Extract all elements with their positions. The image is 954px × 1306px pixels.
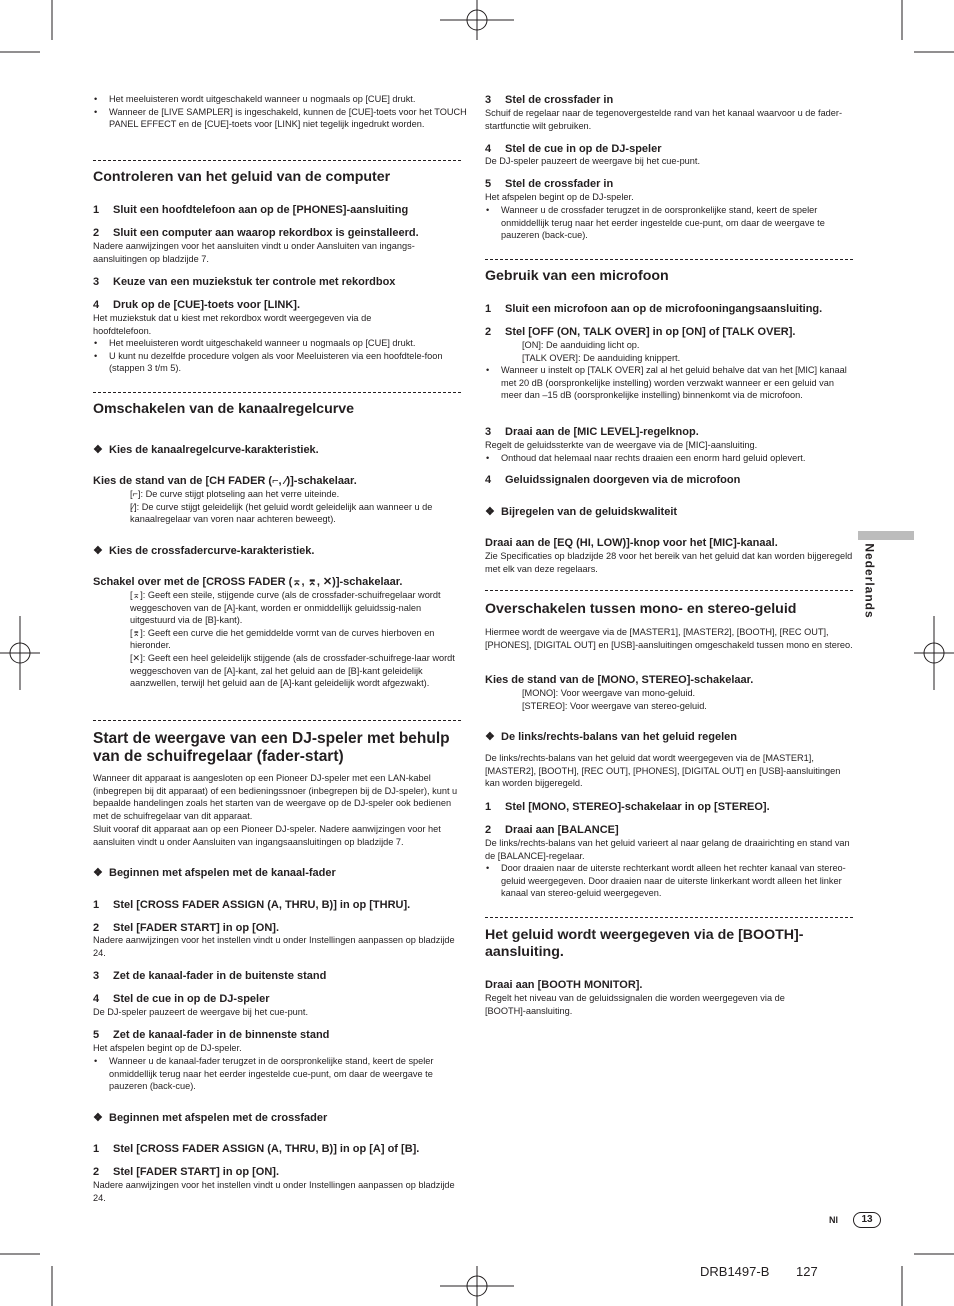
instruction: Kies de stand van de [CH FADER (⌐, ⁄)]-schakelaar. [93,475,357,487]
section-title: Omschakelen van de kanaalregelcurve [93,401,355,417]
language-tab-label: Nederlands [862,543,877,619]
note: Regelt de geluidssterkte van de weergave via de [MIC]-aansluiting. [485,440,758,450]
step-5: 5 Zet de kanaal-fader in de binnenste stand [93,1029,330,1041]
option-list: [⌅]: Geeft een steile, stijgende curve (als de crossfader-schuifregelaar wordt weggeschoven van de [A]-kant, worden er onmiddellijk geluidssig-nalen uitgestuurd via de [B]-kant). [⌆]: Geeft een curve die het gemiddelde vormt van de curves hierboven en hieronder. [✕]: Geeft een heel geleidelijk stijgende (als de crossfader-schuifrege-laar wordt weggeschoven van de [A]-kant, zal het geluid aan de [B]-kant geleidelijk aanzwellen, terwijl het geluid aan de [A]-kant geleidelijk wordt afgezwakt). [130,590,455,689]
note: Nadere aanwijzingen voor het aansluiten vindt u onder Aansluiten van ingangs-aansluitingen op bladzijde 7. [93,241,415,264]
note: Zie Specificaties op bladzijde 28 voor het bereik van het geluid dat kan worden bijgeregeld met elk van deze regelaars. [485,551,853,574]
section-title: Het geluid wordt weergegeven via de [BOOTH]-aansluiting. [485,927,804,960]
step-1: 1 Sluit een hoofdtelefoon aan op de [PHONES]-aansluiting [93,204,409,216]
note: De DJ-speler pauzeert de weergave bij het cue-punt. [93,1007,309,1017]
divider [485,917,853,918]
print-page-number: 127 [796,1264,818,1279]
subheading: ❖ Bijregelen van de geluidskwaliteit [485,506,678,518]
bullet: • Het meeluisteren wordt uitgeschakeld wanneer u nogmaals op [CUE] drukt. [109,93,477,106]
footer-lang: Nl [829,1215,838,1225]
note: Het afspelen begint op de DJ-speler. [485,192,634,202]
divider [485,590,853,591]
bullets [93,1055,459,1093]
note: Het afspelen begint op de DJ-speler. [93,1043,242,1053]
bullet: • Onthoud dat helemaal naar rechts draaien een enorm hard geluid oplevert. [501,452,853,465]
note: De links/rechts-balans van het geluid varieert al naar gelang de draairichting en stand van de [BALANCE]-regelaar. [485,838,850,861]
subheading: ❖ Beginnen met afspelen met de kanaal-fader [93,867,336,879]
step-2: 2 Stel [FADER START] in op [ON]. [93,1166,280,1178]
instruction: Draai aan [BOOTH MONITOR]. [485,979,643,991]
top-bullets [93,93,477,131]
doc-code: DRB1497-B [700,1264,770,1279]
step-1: 1 Stel [CROSS FADER ASSIGN (A, THRU, B)] in op [A] of [B]. [93,1143,420,1155]
step-3: 3 Zet de kanaal-fader in de buitenste stand [93,970,327,982]
instruction: Schakel over met de [CROSS FADER (⌅, ⌆, ✕)]-schakelaar. [93,576,403,588]
step-1: 1 Sluit een microfoon aan op de microfooningangsaansluiting. [485,303,823,315]
instruction: Kies de stand van de [MONO, STEREO]-schakelaar. [485,674,754,686]
divider [93,720,461,721]
step-1: 1 Stel [MONO, STEREO]-schakelaar in op [STEREO]. [485,801,770,813]
divider [93,392,461,393]
section-title: Start de weergave van een DJ-speler met behulp van de schuifregelaar (fader-start) [93,730,450,765]
step-5: 5 Stel de crossfader in [485,178,614,190]
step-1: 1 Stel [CROSS FADER ASSIGN (A, THRU, B)] in op [THRU]. [93,899,411,911]
bullets [485,364,853,402]
subheading: ❖ Beginnen met afspelen met de crossfader [93,1112,328,1124]
bullets [485,452,853,465]
section-title: Gebruik van een microfoon [485,268,669,284]
note: Regelt het niveau van de geluidssignalen die worden weergegeven via de [BOOTH]-aansluiting. [485,993,785,1016]
note: Nadere aanwijzingen voor het instellen vindt u onder Instellingen aanpassen op bladzijde 24. [93,935,455,958]
step-3: 3 Draai aan de [MIC LEVEL]-regelknop. [485,426,699,438]
step-4: 4 Geluidssignalen doorgeven via de microfoon [485,474,741,486]
bullet: • Wanneer u de crossfader terugzet in de oorspronkelijke stand, keert de speler onmiddellijk terug naar het eerder ingestelde cue-punt, om daar de weergave te pauzeren (back-cue). [501,204,853,242]
bullet: • Wanneer de [LIVE SAMPLER] is ingeschakeld, kunnen de [CUE]-toets voor het TOUCH PANEL EFFECT en de [CUE]-toets voor [LINK] niet tegelijk ingedrukt worden. [109,106,477,131]
note: De DJ-speler pauzeert de weergave bij het cue-punt. [485,156,701,166]
option-list: [ON]: De aanduiding licht op. [TALK OVER]: De aanduiding knippert. [522,340,681,363]
step-4: 4 Stel de cue in op de DJ-speler [485,143,662,155]
subheading: ❖ Kies de crossfadercurve-karakteristiek. [93,545,315,557]
step-4: 4 Druk op de [CUE]-toets voor [LINK]. [93,299,300,311]
divider [485,259,853,260]
step-4: 4 Stel de cue in op de DJ-speler [93,993,270,1005]
step-2: 2 Stel [FADER START] in op [ON]. [93,922,280,934]
paragraph: Hiermee wordt de weergave via de [MASTER1], [MASTER2], [BOOTH], [REC OUT], [PHONES], [DIGITAL OUT] en [USB]-aansluitingen omgeschakeld tussen mono en stereo. [485,627,853,650]
step-3: 3 Stel de crossfader in [485,94,614,106]
step-2: 2 Draai aan [BALANCE] [485,824,619,836]
bullet: • Het meeluisteren wordt uitgeschakeld wanneer u nogmaals op [CUE] drukt. [109,337,461,350]
note: Het muziekstuk dat u kiest met rekordbox wordt weergegeven via de hoofdtelefoon. [93,313,372,336]
section-title: Controleren van het geluid van de computer [93,169,391,185]
step-3: 3 Keuze van een muziekstuk ter controle met rekordbox [93,276,396,288]
note: Schuif de regelaar naar de tegenovergestelde rand van het kanaal waarvoor u de fader-startfunctie wilt gebruiken. [485,108,843,131]
bullets [485,204,853,242]
step-2: 2 Sluit een computer aan waarop rekordbox is geinstalleerd. [93,227,419,239]
paragraph: Wanneer dit apparaat is aangesloten op een Pioneer DJ-speler met een LAN-kabel (inbegrepen bij dit apparaat) of een bedieningssnoer (inbegrepen bij de DJ-speler), kunt u bepaalde handelingen zoals het starten van de weergave op de DJ-speler ook bedienen met de schuifregelaar van dit apparaat. [93,773,458,821]
divider [93,160,461,161]
bullets [485,862,861,900]
section-title: Overschakelen tussen mono- en stereo-geluid [485,601,797,617]
bullets [93,337,461,375]
note: Nadere aanwijzingen voor het instellen vindt u onder Instellingen aanpassen op bladzijde 24. [93,1180,455,1203]
option-list: [MONO]: Voor weergave van mono-geluid. [STEREO]: Voor weergave van stereo-geluid. [522,688,707,711]
page-number-badge: 13 [853,1212,881,1228]
step-2: 2 Stel [OFF (ON, TALK OVER] in op [ON] of [TALK OVER]. [485,326,796,338]
bullet: • Wanneer u instelt op [TALK OVER] zal al het geluid behalve dat van het [MIC] kanaal met 20 dB (oorspronkelijke instelling) worden verzwakt wanneer er een geluid van meer dan –15 dB (oorspronkelijke instelling) binnenkomt via de microfoon. [501,364,853,402]
language-tab-bar [858,531,914,540]
paragraph: De links/rechts-balans van het geluid dat wordt weergegeven via de [MASTER1], [MASTER2], [BOOTH], [REC OUT], [PHONES], [DIGITAL OUT] en [USB]-aansluitingen kan worden bijgeregeld. [485,753,841,789]
option-list: [⌐]: De curve stijgt plotseling aan het verre uiteinde. [⁄]: De curve stijgt geleidelijk (het geluid wordt geleidelijk aan wanneer u de kanaalregelaar van voren naar achteren beweegt). [130,489,433,525]
instruction: Draai aan de [EQ (HI, LOW)]-knop voor het [MIC]-kanaal. [485,537,778,549]
bullet: • Door draaien naar de uiterste rechterkant wordt alleen het rechter kanaal van stereo-geluid weergegeven. Door draaien naar de uiterste linkerkant wordt alleen het linker kanaal van stereo-geluid weergegeven. [501,862,861,900]
subheading: ❖ De links/rechts-balans van het geluid regelen [485,731,737,743]
bullet: • U kunt nu dezelfde procedure volgen als voor Meeluisteren via een hoofdtele-foon (stappen 3 t/m 5). [109,350,461,375]
subheading: ❖ Kies de kanaalregelcurve-karakteristiek. [93,444,319,456]
bullet: • Wanneer u de kanaal-fader terugzet in de oorspronkelijke stand, keert de speler onmiddellijk terug naar het eerder ingestelde cue-punt, om daar de weergave te pauzeren (back-cue). [109,1055,459,1093]
paragraph: Sluit vooraf dit apparaat aan op een Pioneer DJ-speler. Nadere aanwijzingen voor het aansluiten vindt u onder Aansluiten van ingangsaansluitingen op bladzijde 7. [93,824,441,847]
